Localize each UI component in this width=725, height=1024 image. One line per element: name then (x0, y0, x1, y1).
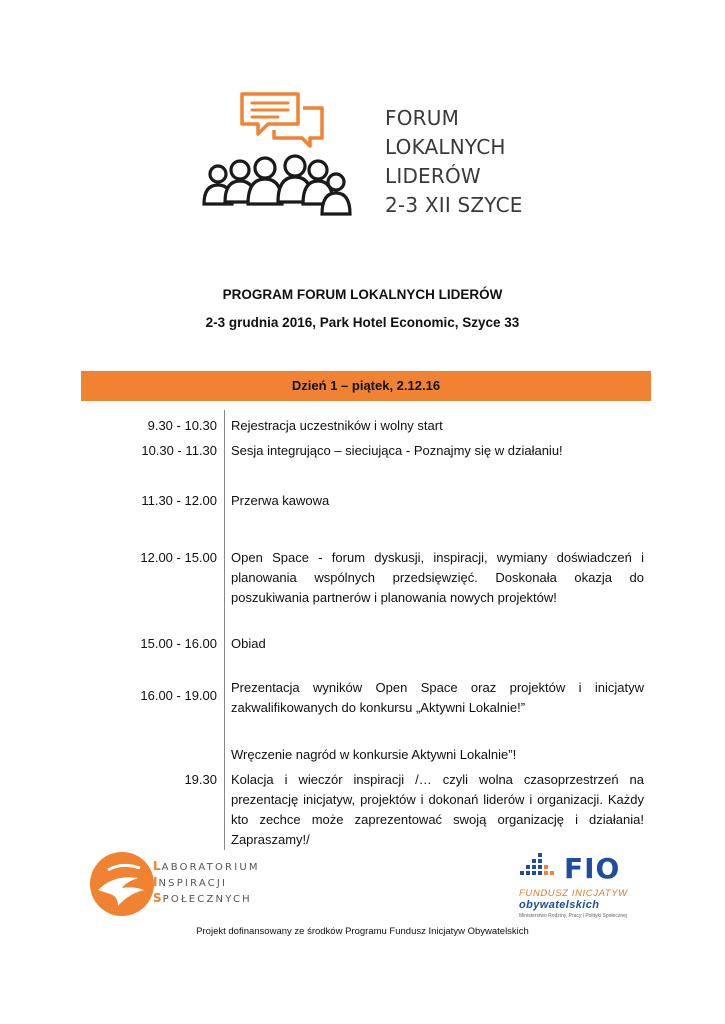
lis-cap-2: I (153, 875, 159, 889)
agenda-text: Rejestracja uczestników i wolny start (231, 418, 443, 433)
logo-line-4: 2-3 XII SZYCE (385, 193, 523, 217)
agenda-text: Sesja integrująco – sieciująca - Poznajmy się w działaniu! (231, 443, 563, 458)
logo-line-3: LIDERÓW (385, 164, 481, 188)
document-title: PROGRAM FORUM LOKALNYCH LIDERÓW (222, 287, 503, 302)
people-speech-bubbles-icon (198, 86, 358, 221)
lis-logo-text (153, 859, 260, 907)
lis-cap-3: S (153, 891, 163, 905)
agenda-time: 16.00 - 19.00 (140, 688, 217, 703)
agenda-time: 10.30 - 11.30 (141, 443, 217, 458)
fio-name: FIO (564, 852, 621, 885)
fio-subtitle-2: obywatelskich (519, 899, 600, 911)
agenda-time: 15.00 - 16.00 (140, 636, 217, 651)
logo-line-2: LOKALNYCH (385, 135, 506, 159)
fio-subtitle-3: Ministerstwo Rodziny, Pracy i Polityki Społecznej (519, 913, 628, 919)
lis-bird-logo-icon (88, 848, 158, 918)
forum-logo-text (385, 104, 523, 220)
agenda-text: Przerwa kawowa (231, 493, 330, 508)
agenda-text: Open Space - forum dyskusji, inspiracji, wymiany doświadczeń i planowania wspólnych przedsięwzięć. Doskonała okazja do poszukiwania partnerów i planowania nowych projektów! (231, 550, 644, 605)
agenda-text: Prezentacja wyników Open Space oraz projektów i inicjatyw zakwalifikowanych do konkursu „Aktywni Lokalnie!” (231, 680, 644, 715)
fio-subtitle-1: FUNDUSZ INICJATYW (519, 888, 628, 899)
day-header: Dzień 1 – piątek, 2.12.16 (81, 371, 651, 401)
footer-note: Projekt dofinansowany ze środków Programu Fundusz Inicjatyw Obywatelskich (196, 926, 529, 937)
lis-rest-3: POŁECZNYCH (162, 894, 252, 905)
agenda-text: Wręczenie nagród w konkursie Aktywni Lokalnie”! (231, 747, 517, 762)
agenda-time: 9.30 - 10.30 (147, 418, 217, 433)
agenda-text: Kolacja i wieczór inspiracji /… czyli wolna czasoprzestrzeń na prezentację inicjatyw, projektów i dokonań liderów i organizacji. Każdy kto zechce może zaprezentować swoją organizację i działania! Zapraszamy!/ (231, 772, 644, 847)
agenda-divider (224, 410, 225, 850)
agenda-time: 12.00 - 15.00 (140, 550, 217, 565)
agenda-time: 11.30 - 12.00 (141, 493, 217, 508)
lis-rest-2: NSPIRACJI (158, 878, 228, 889)
agenda-time: 19.30 (184, 772, 217, 787)
document-subtitle: 2-3 grudnia 2016, Park Hotel Economic, Szyce 33 (205, 315, 520, 330)
lis-cap-1: L (153, 859, 162, 873)
logo-line-1: FORUM (385, 106, 460, 130)
lis-rest-1: ABORATORIUM (161, 862, 260, 873)
agenda-text: Obiad (231, 636, 266, 651)
